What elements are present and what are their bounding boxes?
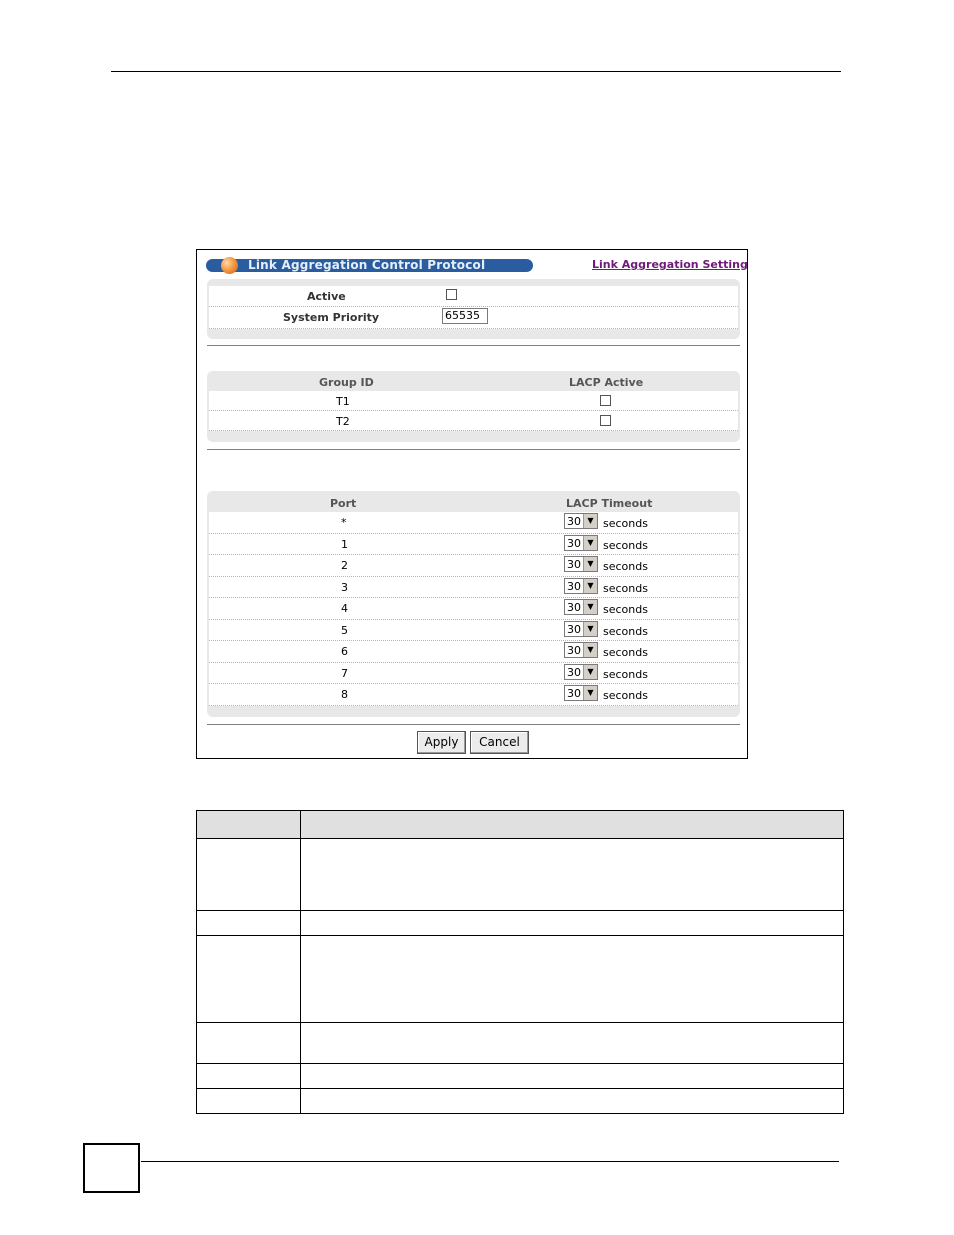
- port-cell: 2: [341, 559, 348, 572]
- orange-ball-icon: [221, 257, 238, 274]
- description-table: [196, 810, 844, 1114]
- table-row: [209, 512, 738, 534]
- port-cell: 4: [341, 602, 348, 615]
- table-cell: [301, 1064, 844, 1089]
- table-row: [209, 577, 738, 598]
- timeout-value: 30: [567, 601, 581, 614]
- port-cell: 8: [341, 688, 348, 701]
- table-row: [209, 620, 738, 641]
- title-bar: [206, 259, 533, 272]
- table-cell: [301, 936, 844, 1023]
- table-row: [209, 663, 738, 684]
- table-cell: [197, 1023, 301, 1064]
- apply-button[interactable]: Apply: [417, 731, 466, 754]
- lacp-screen: [196, 249, 748, 759]
- global-settings-panel: [207, 279, 740, 339]
- dropdown-arrow-icon[interactable]: ▼: [583, 600, 597, 614]
- port-cell: 3: [341, 581, 348, 594]
- table-row: [209, 411, 738, 431]
- seconds-label: seconds: [603, 539, 648, 552]
- table-cell: [197, 1089, 301, 1114]
- port-cell: 1: [341, 538, 348, 551]
- seconds-label: seconds: [603, 560, 648, 573]
- seconds-label: seconds: [603, 689, 648, 702]
- seconds-label: seconds: [603, 517, 648, 530]
- page-footer-rule: [141, 1161, 839, 1162]
- timeout-select[interactable]: [564, 621, 598, 637]
- timeout-select[interactable]: [564, 642, 598, 658]
- table-row: [209, 555, 738, 577]
- dropdown-arrow-icon[interactable]: ▼: [583, 643, 597, 657]
- system-priority-input[interactable]: 65535: [442, 308, 488, 324]
- lacp-active-checkbox-t1[interactable]: [600, 395, 611, 406]
- port-cell: 5: [341, 624, 348, 637]
- screen-title: Link Aggregation Control Protocol: [248, 258, 486, 272]
- timeout-value: 30: [567, 666, 581, 679]
- timeout-value: 30: [567, 687, 581, 700]
- table-row: [197, 936, 844, 1023]
- dropdown-arrow-icon[interactable]: ▼: [583, 665, 597, 679]
- seconds-label: seconds: [603, 646, 648, 659]
- timeout-value: 30: [567, 580, 581, 593]
- table-row: [209, 684, 738, 706]
- timeout-select[interactable]: [564, 513, 598, 529]
- timeout-select[interactable]: [564, 599, 598, 615]
- timeout-value: 30: [567, 644, 581, 657]
- port-cell: 6: [341, 645, 348, 658]
- timeout-select[interactable]: [564, 535, 598, 551]
- section-divider: [207, 724, 740, 725]
- table-row: [197, 911, 844, 936]
- table-row: [197, 1089, 844, 1114]
- group-table: [207, 371, 740, 442]
- lacp-active-header: LACP Active: [569, 376, 644, 389]
- group-id-cell: T1: [336, 395, 350, 408]
- table-row: [209, 598, 738, 620]
- table-cell: [301, 1089, 844, 1114]
- page-number-box: [83, 1143, 140, 1193]
- section-divider: [207, 345, 740, 346]
- dropdown-arrow-icon[interactable]: ▼: [583, 579, 597, 593]
- dropdown-arrow-icon[interactable]: ▼: [583, 536, 597, 550]
- active-label: Active: [307, 290, 346, 303]
- active-checkbox[interactable]: [446, 289, 457, 300]
- timeout-select[interactable]: [564, 685, 598, 701]
- table-cell: [197, 1064, 301, 1089]
- table-cell: [197, 839, 301, 911]
- table-row: [197, 1023, 844, 1064]
- table-row: [209, 534, 738, 555]
- table-header-cell: [197, 811, 301, 839]
- dropdown-arrow-icon[interactable]: ▼: [583, 557, 597, 571]
- table-cell: [197, 911, 301, 936]
- group-id-header: Group ID: [319, 376, 374, 389]
- timeout-value: 30: [567, 537, 581, 550]
- active-row: [209, 286, 738, 307]
- timeout-value: 30: [567, 515, 581, 528]
- port-header: Port: [330, 497, 357, 510]
- port-timeout-table: [207, 491, 740, 717]
- section-divider: [207, 449, 740, 450]
- table-cell: [301, 911, 844, 936]
- port-cell: 7: [341, 667, 348, 680]
- table-row: [197, 1064, 844, 1089]
- dropdown-arrow-icon[interactable]: ▼: [583, 622, 597, 636]
- system-priority-label: System Priority: [283, 311, 380, 324]
- table-row: [209, 641, 738, 663]
- timeout-select[interactable]: [564, 664, 598, 680]
- cancel-button[interactable]: Cancel: [470, 731, 529, 754]
- table-cell: [301, 1023, 844, 1064]
- seconds-label: seconds: [603, 582, 648, 595]
- port-cell: *: [341, 516, 347, 529]
- table-row: [209, 391, 738, 411]
- dropdown-arrow-icon[interactable]: ▼: [583, 514, 597, 528]
- system-priority-row: [209, 307, 738, 329]
- link-aggregation-setting-link[interactable]: Link Aggregation Setting: [592, 258, 748, 271]
- page-header-rule: [111, 71, 841, 72]
- group-id-cell: T2: [336, 415, 350, 428]
- table-cell: [197, 936, 301, 1023]
- table-row: [197, 839, 844, 911]
- timeout-value: 30: [567, 558, 581, 571]
- table-header-row: [197, 811, 844, 839]
- table-cell: [301, 839, 844, 911]
- seconds-label: seconds: [603, 625, 648, 638]
- table-header-cell: [301, 811, 844, 839]
- lacp-timeout-header: LACP Timeout: [566, 497, 653, 510]
- lacp-active-checkbox-t2[interactable]: [600, 415, 611, 426]
- timeout-select[interactable]: [564, 556, 598, 572]
- timeout-value: 30: [567, 623, 581, 636]
- dropdown-arrow-icon[interactable]: ▼: [583, 686, 597, 700]
- timeout-select[interactable]: [564, 578, 598, 594]
- seconds-label: seconds: [603, 668, 648, 681]
- seconds-label: seconds: [603, 603, 648, 616]
